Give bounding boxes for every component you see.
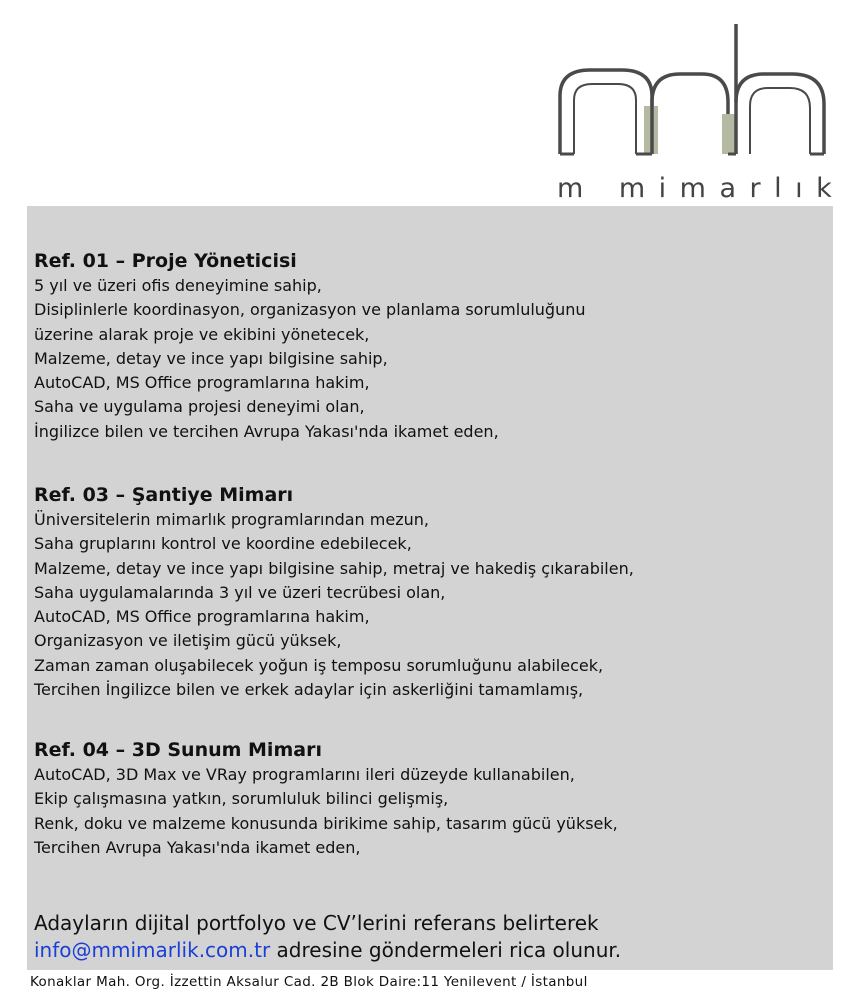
logo-tagline: m mimarlık [557, 173, 846, 204]
requirement-line: Saha ve uygulama projesi deneyimi olan, [34, 397, 365, 417]
section-title: Ref. 03 – Şantiye Mimarı [34, 484, 294, 506]
requirement-line: AutoCAD, MS Office programlarına hakim, [34, 607, 370, 627]
requirement-line: Renk, doku ve malzeme konusunda birikime sahip, tasarım gücü yüksek, [34, 813, 618, 833]
logo-accent-2 [722, 114, 736, 154]
requirement-line: Malzeme, detay ve ince yapı bilgisine sahip, [34, 348, 388, 368]
closing-line-2-text: adresine göndermeleri rica olunur. [270, 938, 622, 962]
application-instructions [34, 910, 834, 964]
logo-left-inner [574, 84, 636, 154]
requirement-line: Tercihen İngilizce bilen ve erkek adaylar için askerliğini tamamlamış, [34, 680, 584, 700]
logo-middle-arch [652, 74, 728, 154]
closing-line-1: Adayların dijital portfolyo ve CV’lerini referans belirterek [34, 911, 599, 935]
requirement-line: Saha gruplarını kontrol ve koordine edebilecek, [34, 534, 412, 554]
job-section-ref04 [34, 737, 618, 860]
section-title: Ref. 04 – 3D Sunum Mimarı [34, 739, 322, 761]
logo-h-inner [750, 88, 810, 154]
requirement-line: Malzeme, detay ve ince yapı bilgisine sahip, metraj ve hakediş çıkarabilen, [34, 558, 634, 578]
email-link[interactable]: info@mmimarlik.com.tr [34, 938, 271, 962]
requirement-line: 5 yıl ve üzeri ofis deneyimine sahip, [34, 276, 322, 295]
job-section-ref01 [34, 248, 586, 444]
requirement-line: üzerine alarak proje ve ekibini yönetecek, [34, 324, 370, 344]
requirement-line: Saha uygulamalarında 3 yıl ve üzeri tecrübesi olan, [34, 582, 446, 602]
closing-line-2 [34, 937, 834, 964]
section-title: Ref. 01 – Proje Yöneticisi [34, 250, 297, 272]
mm-logo-mark [552, 18, 834, 178]
requirement-line: Üniversitelerin mimarlık programlarından mezun, [34, 510, 429, 529]
job-section-ref03 [34, 482, 634, 702]
requirement-line: AutoCAD, MS Office programlarına hakim, [34, 373, 370, 393]
requirement-line: İngilizce bilen ve tercihen Avrupa Yakası'nda ikamet eden, [34, 421, 499, 441]
requirement-line: Organizasyon ve iletişim gücü yüksek, [34, 631, 342, 651]
requirement-line: Zaman zaman oluşabilecek yoğun iş temposu sorumluğunu alabilecek, [34, 655, 604, 675]
office-address: Konaklar Mah. Org. İzzettin Aksalur Cad. 2B Blok Daire:11 Yenilevent / İstanbul [30, 974, 588, 990]
requirement-line: Disiplinlerle koordinasyon, organizasyon ve planlama sorumluluğunu [34, 300, 586, 320]
requirement-line: Tercihen Avrupa Yakası'nda ikamet eden, [34, 837, 361, 857]
requirement-line: AutoCAD, 3D Max ve VRay programlarını ileri düzeyde kullanabilen, [34, 765, 575, 784]
requirement-line: Ekip çalışmasına yatkın, sorumluluk bilinci gelişmiş, [34, 789, 449, 809]
